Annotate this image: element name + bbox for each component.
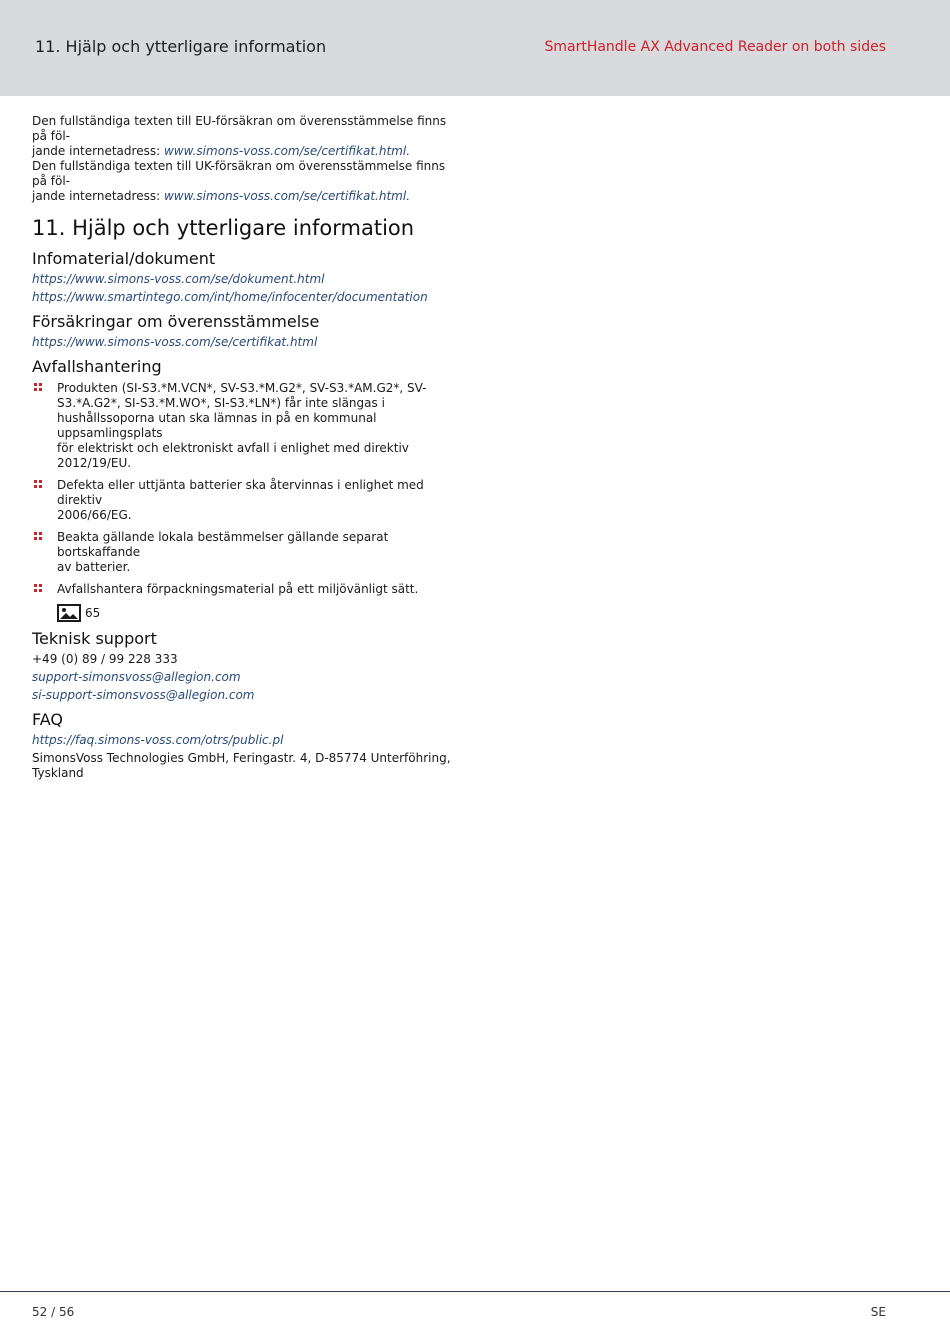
disposal-item-1-line-3: hushållssoporna utan ska lämnas in på en kommunal uppsamlingsplats [57,411,377,440]
bullet-icon [34,480,42,488]
list-item [32,478,452,523]
image-icon [57,604,81,622]
image-number: 65 [85,605,101,620]
list-item [32,530,452,575]
eu-certificate-link[interactable]: www.simons-voss.com/se/certifikat.html [163,144,407,158]
language-code: SE [870,1305,886,1319]
uk-period: . [406,189,411,203]
disposal-item-3-line-2: av batterier. [57,560,131,574]
section-title: 11. Hjälp och ytterligare information [32,216,415,240]
uk-certificate-link[interactable]: www.simons-voss.com/se/certifikat.html [163,189,407,203]
disposal-list [32,381,452,597]
uk-declaration-paragraph [32,159,452,204]
bullet-icon [34,584,42,592]
list-item [32,582,452,597]
disposal-item-1-line-1: Produkten (SI-S3.*M.VCN*, SV-S3.*M.G2*, SV-S3.*AM.G2*, SV- [57,381,427,395]
disposal-heading: Avfallshantering [32,357,162,376]
eu-text: Den fullständiga texten till EU-försäkran om överensstämmelse finns på föl- [32,114,447,143]
declarations-heading: Försäkringar om överensstämmelse [32,312,320,331]
list-item [32,381,452,471]
infomaterial-heading: Infomaterial/dokument [32,249,216,268]
infocenter-link[interactable]: https://www.smartintego.com/int/home/infocenter/documentation [32,290,428,304]
header-chapter-title: 11. Hjälp och ytterligare information [35,37,327,56]
eu-period: . [406,144,411,158]
disposal-item-1-line-4: för elektriskt och elektroniskt avfall i enlighet med direktiv 2012/19/EU. [57,441,409,470]
eu-text-cont: jande internetadress: [32,144,164,158]
main-content [32,114,452,784]
disposal-item-4-line-1: Avfallshantera förpackningsmaterial på ett miljövänligt sätt. [57,582,419,596]
disposal-item-2-line-2: 2006/66/EG. [57,508,132,522]
bullet-icon [34,532,42,540]
certificate-link[interactable]: https://www.simons-voss.com/se/certifikat.html [32,335,318,349]
uk-text-cont: jande internetadress: [32,189,164,203]
disposal-item-3-line-1: Beakta gällande lokala bestämmelser gällande separat bortskaffande [57,530,389,559]
company-address-line-1: SimonsVoss Technologies GmbH, Feringastr. 4, D-85774 Unterföhring, [32,751,451,765]
uk-text: Den fullständiga texten till UK-försäkran om överensstämmelse finns på föl- [32,159,446,188]
documents-link[interactable]: https://www.simons-voss.com/se/dokument.html [32,272,325,286]
company-address-line-2: Tyskland [32,766,84,780]
page-number: 52 / 56 [32,1305,75,1319]
si-support-email-link[interactable]: si-support-simonsvoss@allegion.com [32,688,255,702]
bullet-icon [34,383,42,391]
support-heading: Teknisk support [32,629,157,648]
faq-heading: FAQ [32,710,63,729]
image-reference [32,604,452,622]
support-email-link[interactable]: support-simonsvoss@allegion.com [32,670,241,684]
page-header [0,0,950,96]
footer-divider [0,1291,950,1292]
support-phone: +49 (0) 89 / 99 228 333 [32,652,178,666]
header-product-name: SmartHandle AX Advanced Reader on both sides [544,39,886,55]
faq-link[interactable]: https://faq.simons-voss.com/otrs/public.pl [32,733,284,747]
disposal-item-2-line-1: Defekta eller uttjänta batterier ska återvinnas i enlighet med direktiv [57,478,424,507]
eu-declaration-paragraph [32,114,452,159]
disposal-item-1-line-2: S3.*A.G2*, SI-S3.*M.WO*, SI-S3.*LN*) får inte slängas i [57,396,385,410]
